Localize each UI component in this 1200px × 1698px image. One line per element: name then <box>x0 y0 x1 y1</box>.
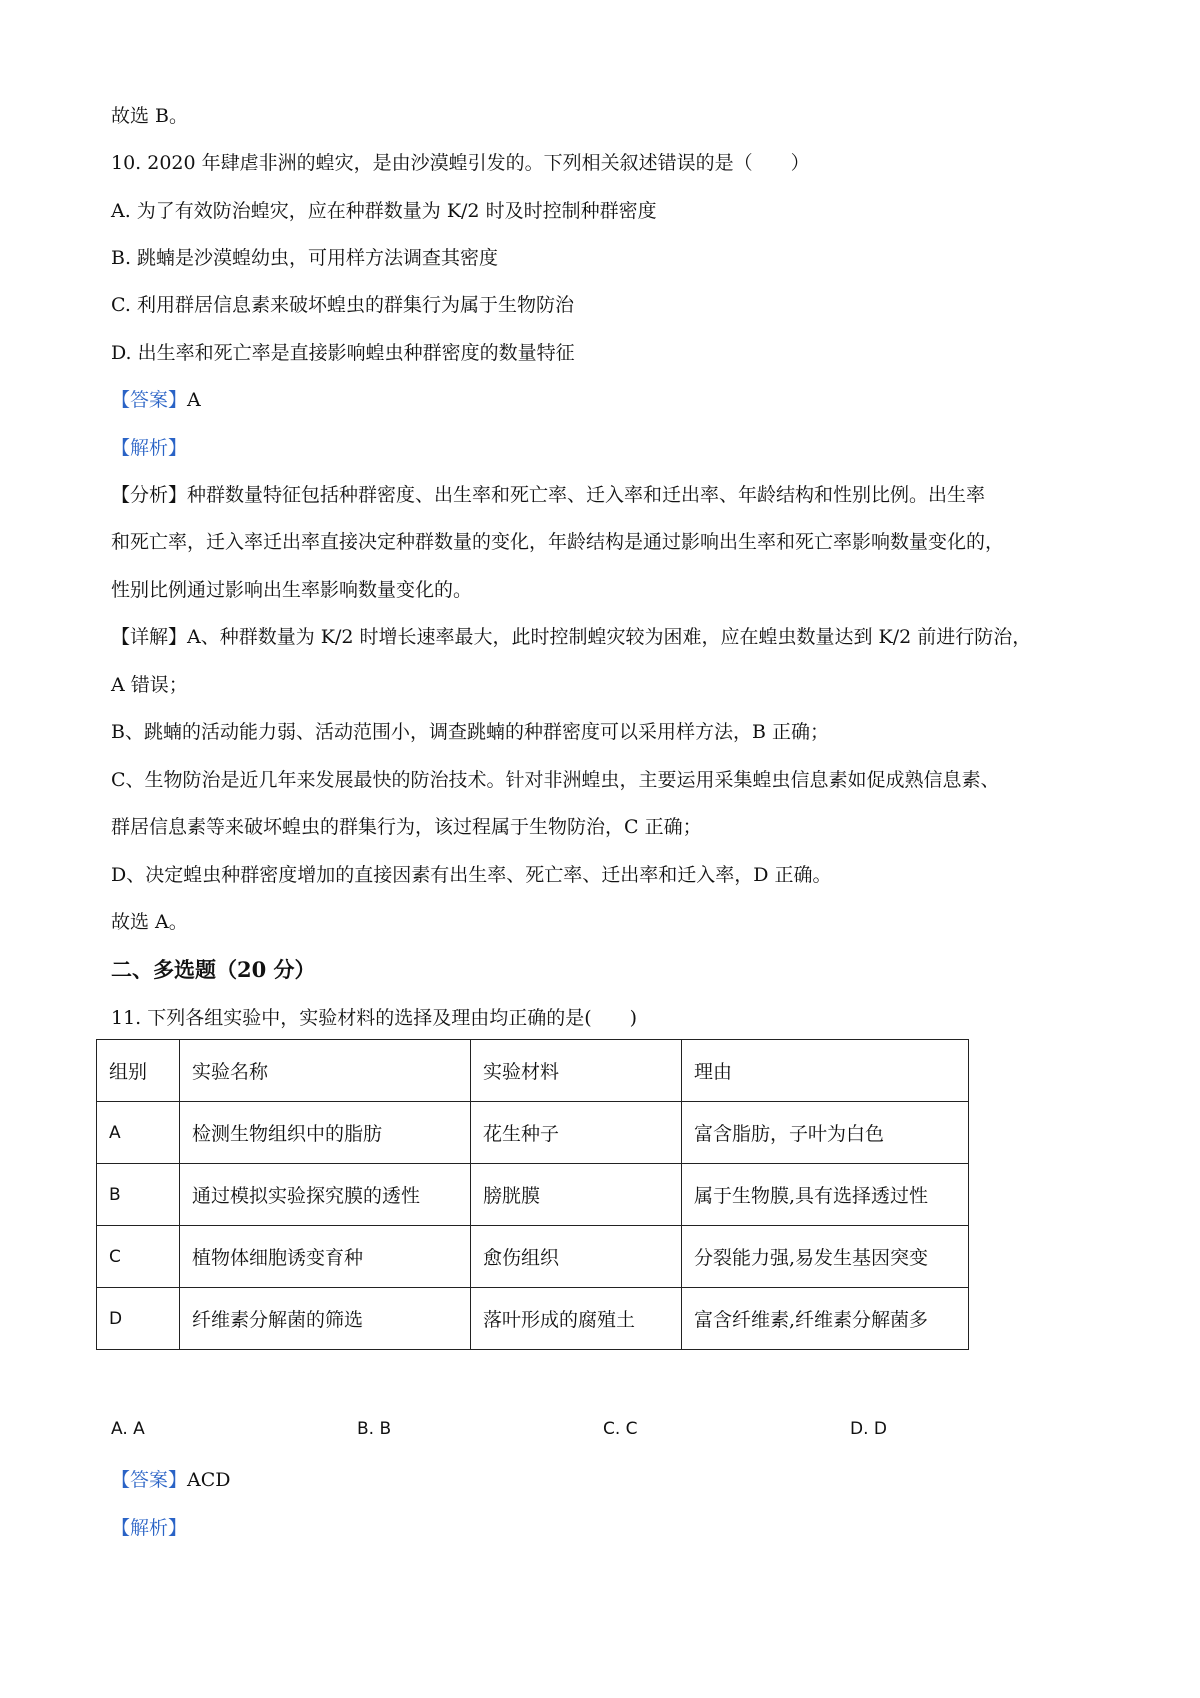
question-11-option-b: B. B <box>357 1419 392 1439</box>
question-11-stem: 11. 下列各组实验中，实验材料的选择及理由均正确的是( ) <box>111 1007 638 1029</box>
question-10-xiangjie-3: B、跳蝻的活动能力弱、活动范围小，调查跳蝻的种群密度可以采用样方法，B 正确； <box>111 721 829 743</box>
table-cell: 富含脂肪，子叶为白色 <box>682 1102 969 1164</box>
question-10-stem: 10. 2020 年肆虐非洲的蝗灾，是由沙漠蝗引发的。下列相关叙述错误的是（ ） <box>111 152 810 174</box>
table-cell: 膀胱膜 <box>471 1164 682 1226</box>
table-header-cell: 组别 <box>97 1040 180 1102</box>
table-row <box>97 1102 969 1164</box>
answer-tag: 【答案】 <box>111 389 188 411</box>
question-10-xiangjie-6: D、决定蝗虫种群密度增加的直接因素有出生率、死亡率、迁出率和迁入率，D 正确。 <box>111 864 832 886</box>
question-10-fenxi-2: 和死亡率，迁入率迁出率直接决定种群数量的变化，年龄结构是通过影响出生率和死亡率影响数量变化的， <box>111 531 1005 553</box>
table-cell: 属于生物膜,具有选择透过性 <box>682 1164 969 1226</box>
table-cell: 花生种子 <box>471 1102 682 1164</box>
table-header-cell: 实验材料 <box>471 1040 682 1102</box>
table-cell: C <box>97 1226 180 1288</box>
question-10-fenxi-1: 【分析】种群数量特征包括种群密度、出生率和死亡率、迁入率和迁出率、年龄结构和性别比例。出生率 <box>111 484 986 506</box>
line-prev-choice: 故选 B。 <box>111 105 189 127</box>
answer-value: ACD <box>187 1469 231 1491</box>
question-10-option-d: D. 出生率和死亡率是直接影响蝗虫种群密度的数量特征 <box>111 342 575 364</box>
answer-tag: 【答案】 <box>111 1469 188 1491</box>
table-header-row <box>97 1040 969 1102</box>
question-11-analysis-tag: 【解析】 <box>111 1517 188 1539</box>
table-row <box>97 1164 969 1226</box>
question-10-xiangjie-5: 群居信息素等来破坏蝗虫的群集行为，该过程属于生物防治，C 正确； <box>111 816 702 838</box>
table-header-cell: 实验名称 <box>180 1040 471 1102</box>
table-row <box>97 1226 969 1288</box>
question-10-choice: 故选 A。 <box>111 911 188 933</box>
table-cell: A <box>97 1102 180 1164</box>
table-cell: D <box>97 1288 180 1350</box>
question-10-option-b: B. 跳蝻是沙漠蝗幼虫，可用样方法调查其密度 <box>111 247 499 269</box>
table-cell: 富含纤维素,纤维素分解菌多 <box>682 1288 969 1350</box>
answer-value: A <box>187 389 201 411</box>
table-cell: 愈伤组织 <box>471 1226 682 1288</box>
table-cell: 植物体细胞诱变育种 <box>180 1226 471 1288</box>
question-10-option-a: A. 为了有效防治蝗灾，应在种群数量为 K/2 时及时控制种群密度 <box>111 200 657 222</box>
question-10-xiangjie-2: A 错误； <box>111 674 188 696</box>
table-cell: 通过模拟实验探究膜的透性 <box>180 1164 471 1226</box>
table-cell: 落叶形成的腐殖土 <box>471 1288 682 1350</box>
question-10-answer <box>111 387 201 413</box>
experiment-table <box>96 1039 969 1350</box>
question-10-analysis-tag: 【解析】 <box>111 437 188 459</box>
question-11-option-a: A. A <box>111 1419 145 1439</box>
table-cell: B <box>97 1164 180 1226</box>
table-cell: 检测生物组织中的脂肪 <box>180 1102 471 1164</box>
question-11-option-d: D. D <box>850 1419 887 1439</box>
section-heading: 二、多选题（20 分） <box>111 957 316 982</box>
question-10-xiangjie-4: C、生物防治是近几年来发展最快的防治技术。针对非洲蝗虫，主要运用采集蝗虫信息素如促成熟信息素、 <box>111 769 1000 791</box>
table-cell: 分裂能力强,易发生基因突变 <box>682 1226 969 1288</box>
question-11-answer <box>111 1467 231 1493</box>
question-10-fenxi-3: 性别比例通过影响出生率影响数量变化的。 <box>111 579 473 601</box>
table-cell: 纤维素分解菌的筛选 <box>180 1288 471 1350</box>
table-row <box>97 1288 969 1350</box>
question-10-option-c: C. 利用群居信息素来破坏蝗虫的群集行为属于生物防治 <box>111 294 574 316</box>
question-11-option-c: C. C <box>603 1419 638 1439</box>
question-10-xiangjie-1: 【详解】A、种群数量为 K/2 时增长速率最大，此时控制蝗灾较为困难，应在蝗虫数量达到 K/2 前进行防治， <box>111 626 1032 648</box>
table-header-cell: 理由 <box>682 1040 969 1102</box>
